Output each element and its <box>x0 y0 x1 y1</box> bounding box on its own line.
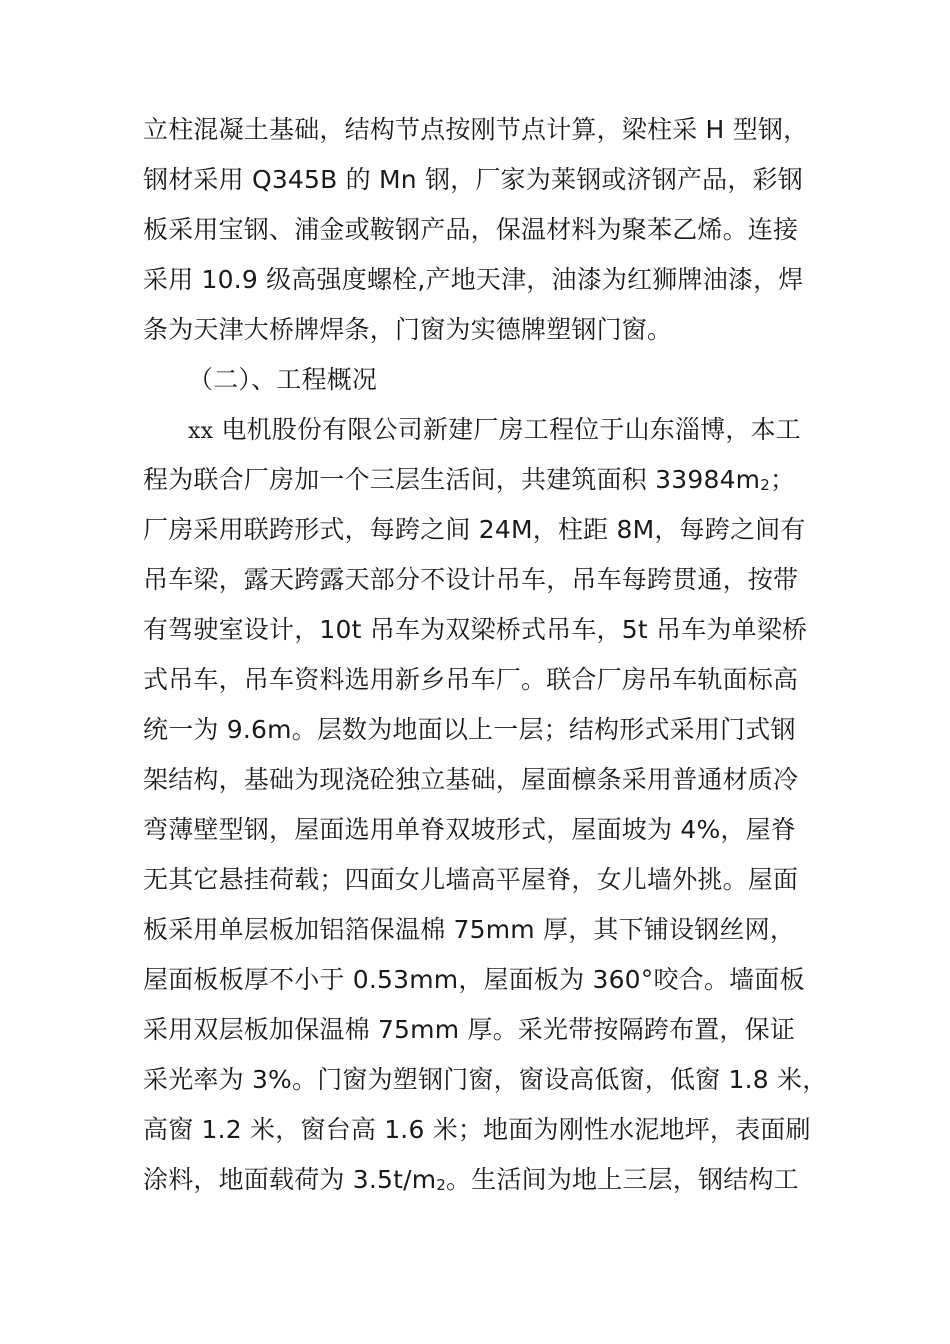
text-line: 吊车梁，露天跨露天部分不设计吊车，吊车每跨贯通，按带 <box>143 565 799 594</box>
text-line: 式吊车，吊车资料选用新乡吊车厂。联合厂房吊车轨面标高 <box>143 665 799 694</box>
text-line: 弯薄壁型钢，屋面选用单脊双坡形式，屋面坡为 4%，屋脊 <box>143 815 797 844</box>
subscript: 2 <box>760 476 770 494</box>
text-line: 立柱混凝土基础，结构节点按刚节点计算，梁柱采 H 型钢， <box>143 115 809 144</box>
text-line: 钢材采用 Q345B 的 Mn 钢，厂家为莱钢或济钢产品，彩钢 <box>143 165 803 194</box>
text-line: 高窗 1.2 米，窗台高 1.6 米；地面为刚性水泥地坪，表面刷 <box>143 1115 811 1144</box>
company-prefix: xx <box>188 419 214 444</box>
section-heading: （二）、工程概况 <box>188 365 378 394</box>
text-segment: 。生活间为地上三层，钢结构工 <box>446 1165 799 1194</box>
text-line <box>143 1160 823 1210</box>
text-line: 有驾驶室设计，10t 吊车为双梁桥式吊车，5t 吊车为单梁桥 <box>143 615 808 644</box>
text-line: 厂房采用联跨形式，每跨之间 24M，柱距 8M，每跨之间有 <box>143 515 806 544</box>
text-segment: 电机股份有限公司新建厂房工程位于山东淄博，本工 <box>213 415 801 444</box>
text-segment: 涂料，地面载荷为 3.5t/m <box>143 1165 437 1194</box>
text-line <box>143 460 823 510</box>
text-line: 采光率为 3%。门窗为塑钢门窗，窗设高低窗，低窗 1.8 米， <box>143 1065 828 1094</box>
text-line: 板采用宝钢、浦金或鞍钢产品，保温材料为聚苯乙烯。连接 <box>143 215 799 244</box>
text-line: 架结构，基础为现浇砼独立基础，屋面檩条采用普通材质冷 <box>143 765 799 794</box>
text-line: 板采用单层板加铝箔保温棉 75mm 厚，其下铺设钢丝网， <box>143 915 796 944</box>
text-line: 统一为 9.6m。层数为地面以上一层；结构形式采用门式钢 <box>143 715 796 744</box>
text-line: 屋面板板厚不小于 0.53mm，屋面板为 360°咬合。墙面板 <box>143 965 805 994</box>
subscript: 2 <box>436 1176 447 1194</box>
paragraph-first-line <box>143 410 823 460</box>
text-line: 采用双层板加保温棉 75mm 厚。采光带按隔跨布置，保证 <box>143 1015 796 1044</box>
text-segment: 程为联合厂房加一个三层生活间，共建筑面积 33984m <box>143 465 761 494</box>
body-text <box>143 110 828 1210</box>
text-line: 条为天津大桥牌焊条，门窗为实德牌塑钢门窗。 <box>143 315 673 344</box>
text-line: 无其它悬挂荷载；四面女儿墙高平屋脊，女儿墙外挑。屋面 <box>143 865 799 894</box>
text-segment: ； <box>769 465 796 494</box>
text-line: 采用 10.9 级高强度螺栓,产地天津，油漆为红狮牌油漆，焊 <box>143 265 804 294</box>
